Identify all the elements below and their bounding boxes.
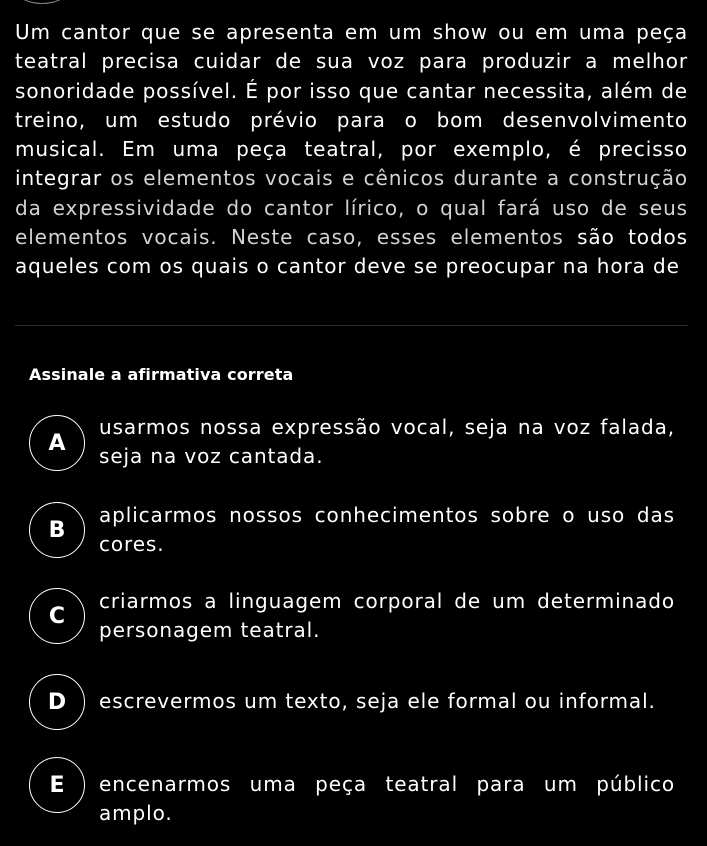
option-d-text: escrevermos um texto, seja ele formal ou informal. [99, 689, 656, 713]
option-e-text: encenarmos uma peça teatral para um público amplo. [99, 772, 675, 826]
passage-part-4: são todos aqueles com os quais o cantor deve se preocupar na hora de [15, 225, 688, 279]
option-c-letter-circle: C [29, 588, 85, 644]
option-e-letter-circle: E [29, 757, 85, 813]
question-prompt: Assinale a afirmativa correta [29, 365, 294, 384]
divider [15, 325, 688, 326]
option-b-text: aplicarmos nossos conhecimentos sobre o uso das cores. [99, 503, 675, 557]
option-c-text: criarmos a linguagem corporal de um determinado personagem teatral. [99, 589, 675, 643]
passage-part-2: os elementos vocais e cênicos durante a construção da expressividade do cantor lírico, o qual fará uso de seus elementos vocais. [15, 166, 688, 250]
question-passage [15, 18, 688, 282]
option-d-letter-circle: D [29, 674, 85, 730]
option-a-letter-circle: A [29, 415, 85, 471]
passage-part-3: Neste caso, esses elementos [230, 225, 564, 250]
passage-part-1: Um cantor que se apresenta em um show ou em uma peça teatral precisa cuidar de sua voz para produzir a melhor sonoridade possível. É por isso que cantar necessita, além de treino, um estudo prévio para o bom desenvolvimento musical. Em uma peça teatral, por exemplo, é precisso integrar [15, 20, 688, 191]
option-b-letter-circle: B [29, 502, 85, 558]
previous-option-circle [15, 0, 69, 4]
option-a-text: usarmos nossa expressão vocal, seja na voz falada, seja na voz cantada. [99, 415, 675, 469]
